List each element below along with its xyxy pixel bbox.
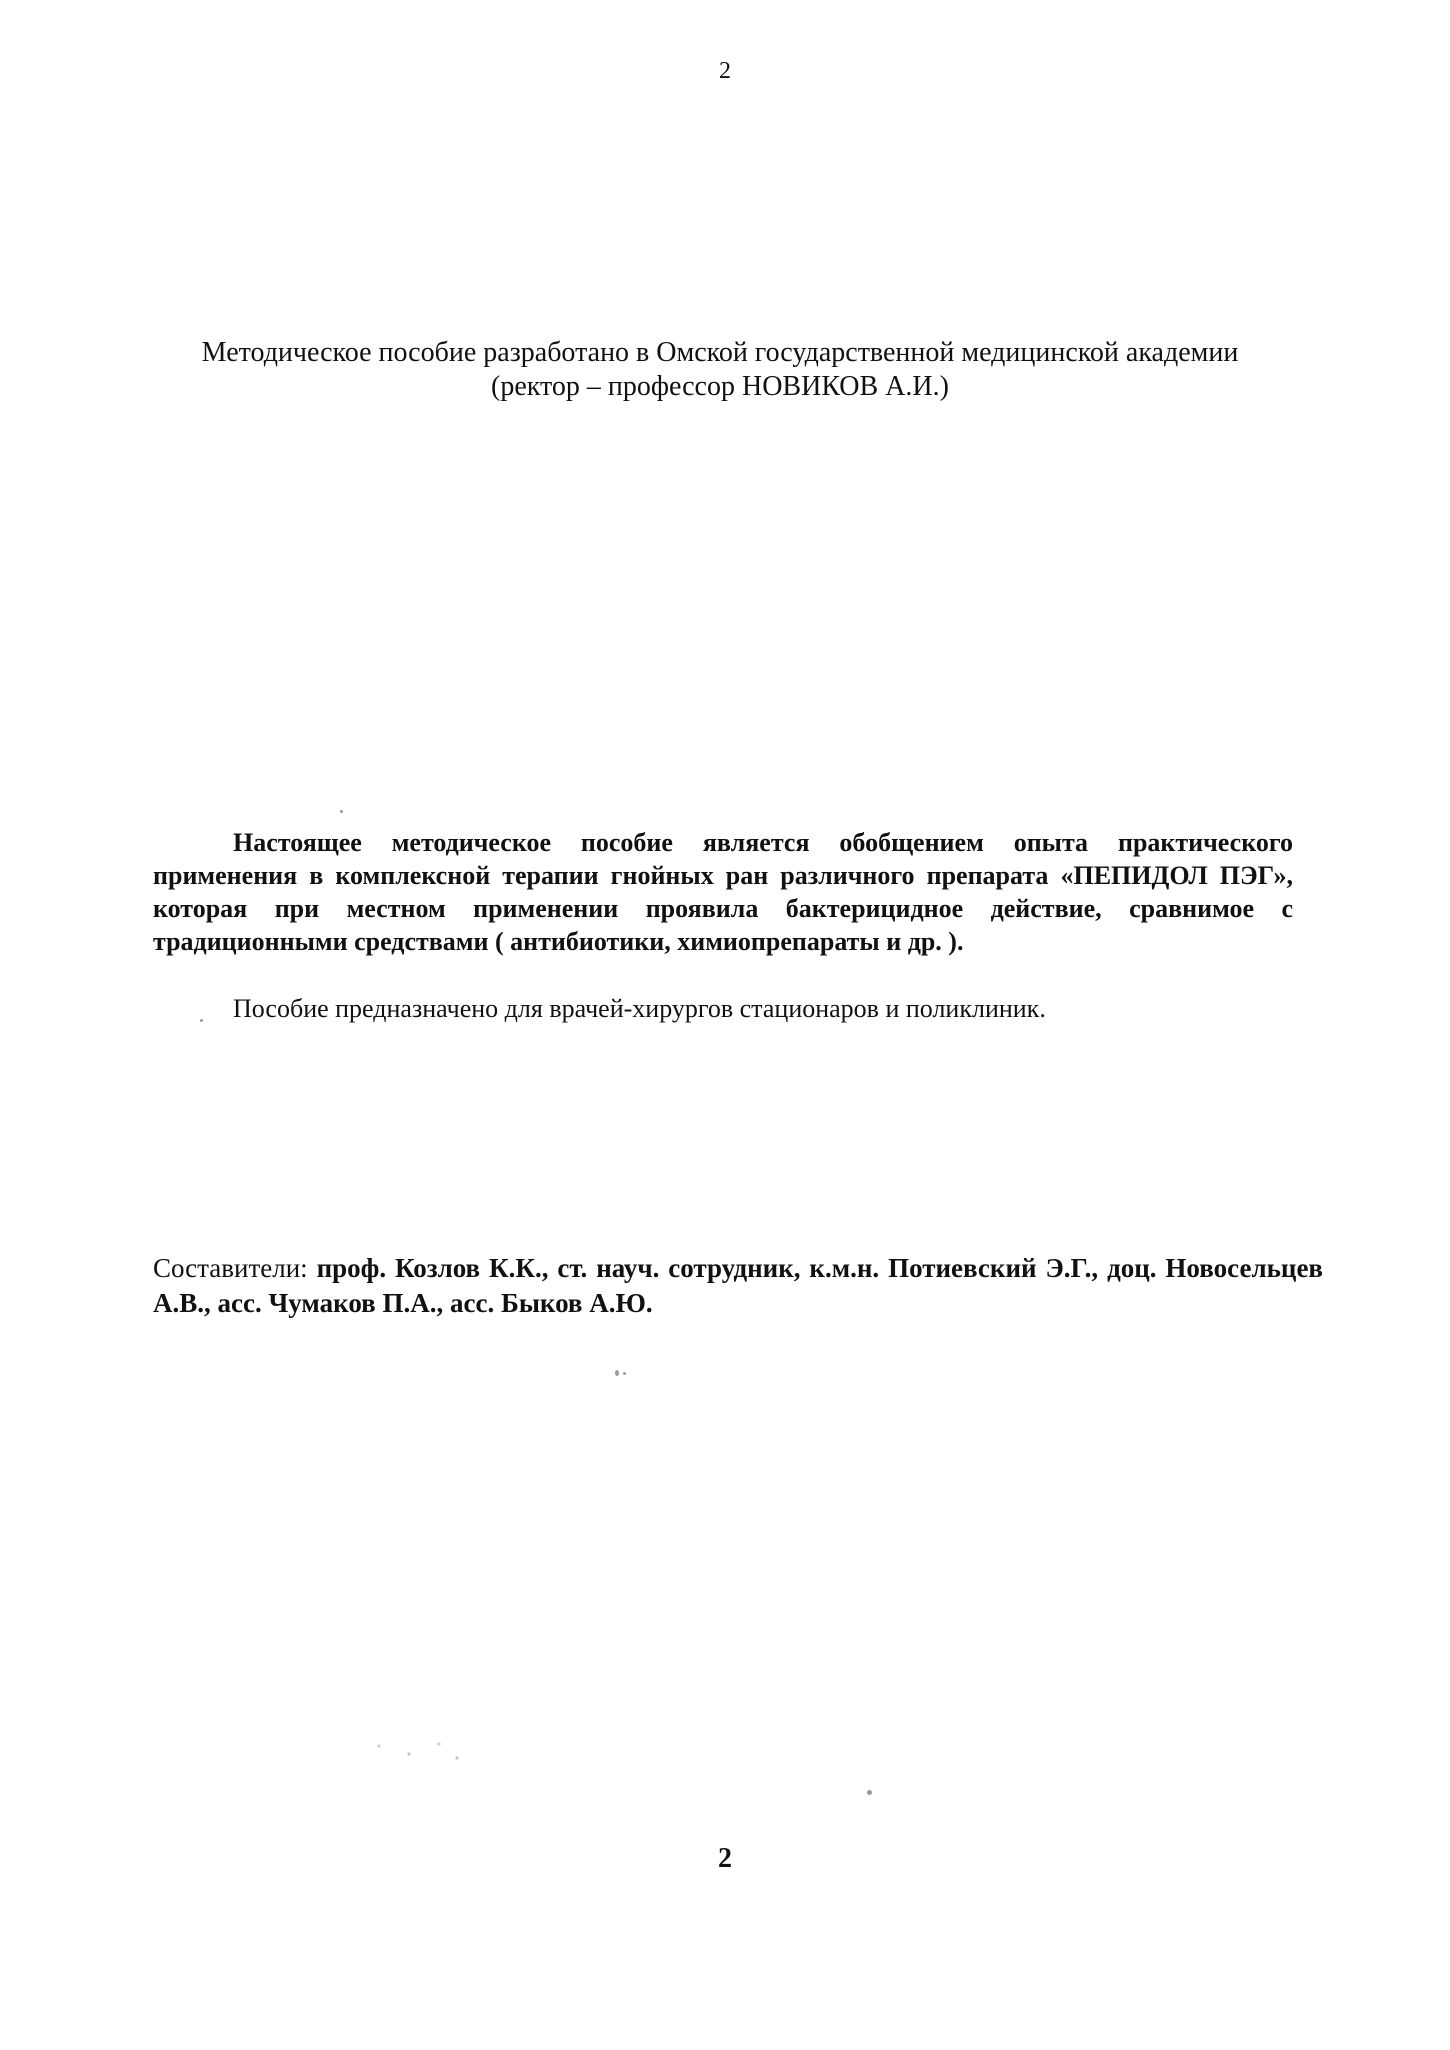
page-number-bottom: 2 bbox=[718, 1843, 732, 1874]
scan-speck bbox=[200, 1019, 203, 1022]
rector-line: (ректор – профессор НОВИКОВ А.И.) bbox=[491, 371, 949, 402]
description-paragraph bbox=[153, 826, 1293, 958]
institution-note bbox=[100, 336, 1340, 404]
audience-paragraph: Пособие предназначено для врачей-хирургов стационаров и поликлиник. bbox=[233, 994, 1046, 1023]
scan-smudge bbox=[355, 1730, 475, 1770]
authors-label: Составители: bbox=[153, 1253, 308, 1283]
authors-block bbox=[153, 1251, 1323, 1321]
institution-line: Методическое пособие разработано в Омской государственной медицинской академии bbox=[201, 337, 1239, 368]
scan-speck bbox=[867, 1790, 872, 1795]
description-text: Настоящее методическое пособие является обобщением опыта практического применения в комплексной терапии гнойных ран различного препарата «ПЕПИДОЛ ПЭГ», которая при местном применении проявила бактерицидное действие, сравнимое с традиционными средствами ( антибиотики, химиопрепараты и др. ). bbox=[153, 828, 1293, 956]
scan-speck bbox=[615, 1370, 619, 1376]
scan-speck bbox=[340, 810, 343, 813]
page-number-top: 2 bbox=[719, 58, 731, 84]
scan-speck bbox=[623, 1372, 626, 1375]
authors-names: проф. Козлов К.К., ст. науч. сотрудник, к.м.н. Потиевский Э.Г., доц. Новосельцев А.В., асс. Чумаков П.А., асс. Быков А.Ю. bbox=[153, 1253, 1324, 1318]
